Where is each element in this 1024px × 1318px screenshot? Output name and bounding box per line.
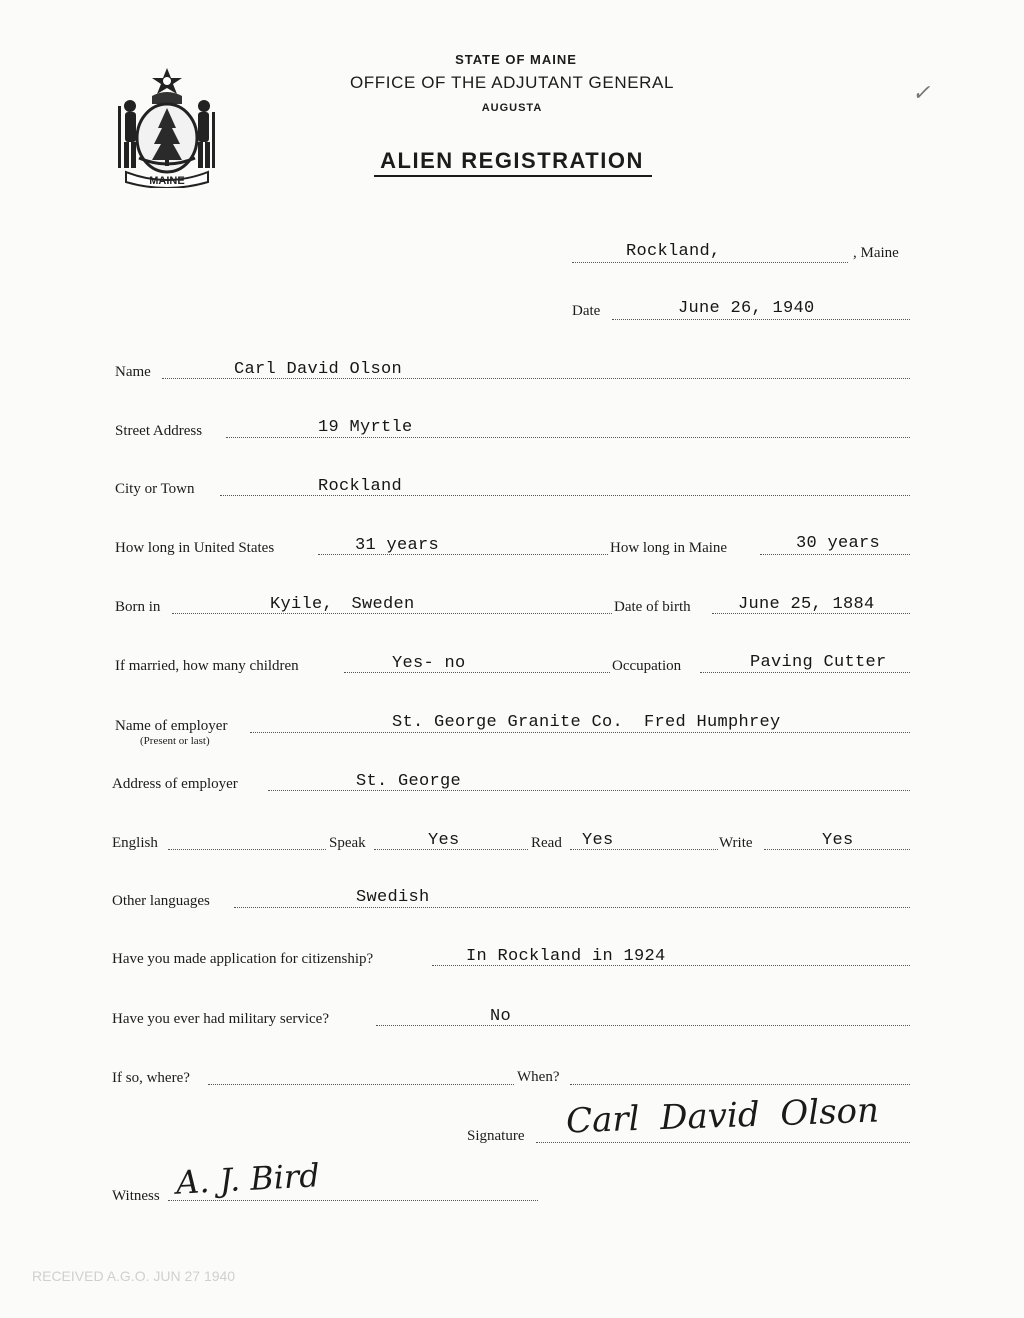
signature-label: Signature xyxy=(467,1128,525,1144)
dob-label: Date of birth xyxy=(614,599,691,615)
page-title: ALIEN REGISTRATION xyxy=(380,148,644,173)
occupation-value: Paving Cutter xyxy=(750,653,887,672)
when-label: When? xyxy=(517,1069,560,1085)
date-label: Date xyxy=(572,303,601,319)
where-line xyxy=(208,1084,514,1085)
speak-value: Yes xyxy=(428,831,460,850)
military-value: No xyxy=(490,1007,512,1026)
employer-line xyxy=(250,732,910,733)
date-line xyxy=(612,319,910,320)
date-value: June 26, 1940 xyxy=(678,299,815,318)
svg-text:MAINE: MAINE xyxy=(149,175,185,187)
maine-time-line xyxy=(760,554,910,555)
title-underline xyxy=(374,175,652,177)
citizenship-value: In Rockland in 1924 xyxy=(466,947,666,966)
maine-time-value: 30 years xyxy=(796,534,881,553)
speak-label: Speak xyxy=(329,835,366,851)
children-label: If married, how many children xyxy=(115,658,299,674)
us-time-label: How long in United States xyxy=(115,540,275,556)
occupation-label: Occupation xyxy=(612,658,682,674)
military-label: Have you ever had military service? xyxy=(112,1011,329,1027)
read-label: Read xyxy=(531,835,562,851)
english-label: English xyxy=(112,835,158,851)
employer-address-label: Address of employer xyxy=(112,776,238,792)
city-heading: AUGUSTA xyxy=(481,102,543,114)
write-value: Yes xyxy=(822,831,854,850)
street-line xyxy=(226,437,910,438)
signature-value: Carl David Olson xyxy=(565,1090,880,1142)
witness-line xyxy=(168,1200,538,1201)
citizenship-label: Have you made application for citizenship? xyxy=(112,951,374,967)
location-state: , Maine xyxy=(853,245,899,261)
office-heading: OFFICE OF THE ADJUTANT GENERAL xyxy=(349,73,675,92)
name-label: Name xyxy=(115,364,151,380)
employer-address-value: St. George xyxy=(356,772,462,791)
street-value: 19 Myrtle xyxy=(318,418,413,437)
other-languages-label: Other languages xyxy=(112,893,210,909)
name-value: Carl David Olson xyxy=(234,360,403,379)
street-label: Street Address xyxy=(115,423,203,439)
children-value: Yes- no xyxy=(392,654,466,673)
received-stamp: RECEIVED A.G.O. JUN 27 1940 xyxy=(32,1268,236,1284)
city-value: Rockland xyxy=(318,477,403,496)
military-line xyxy=(376,1025,910,1026)
us-time-value: 31 years xyxy=(355,536,440,555)
employer-label: Name of employer xyxy=(115,718,228,734)
other-languages-line xyxy=(234,907,910,908)
maine-time-label: How long in Maine xyxy=(610,540,728,556)
signature-line xyxy=(536,1142,910,1143)
when-line xyxy=(570,1084,910,1085)
location-line xyxy=(572,262,848,263)
read-value: Yes xyxy=(582,831,614,850)
dob-value: June 25, 1884 xyxy=(738,595,875,614)
location-city: Rockland, xyxy=(626,242,721,261)
employer-value: St. George Granite Co. Fred Humphrey xyxy=(392,713,781,732)
witness-value: A. J. Bird xyxy=(175,1156,321,1202)
other-languages-value: Swedish xyxy=(356,888,430,907)
occupation-line xyxy=(700,672,910,673)
witness-label: Witness xyxy=(112,1188,160,1204)
born-label: Born in xyxy=(115,599,161,615)
born-value: Kyile, Sweden xyxy=(270,595,415,614)
city-label: City or Town xyxy=(115,481,195,497)
state-heading: STATE OF MAINE xyxy=(455,52,577,67)
children-line xyxy=(344,672,610,673)
check-mark: ✓ xyxy=(912,80,931,105)
write-label: Write xyxy=(719,835,753,851)
english-line-1 xyxy=(168,849,326,850)
employer-sublabel: (Present or last) xyxy=(140,735,210,747)
where-label: If so, where? xyxy=(112,1070,190,1086)
